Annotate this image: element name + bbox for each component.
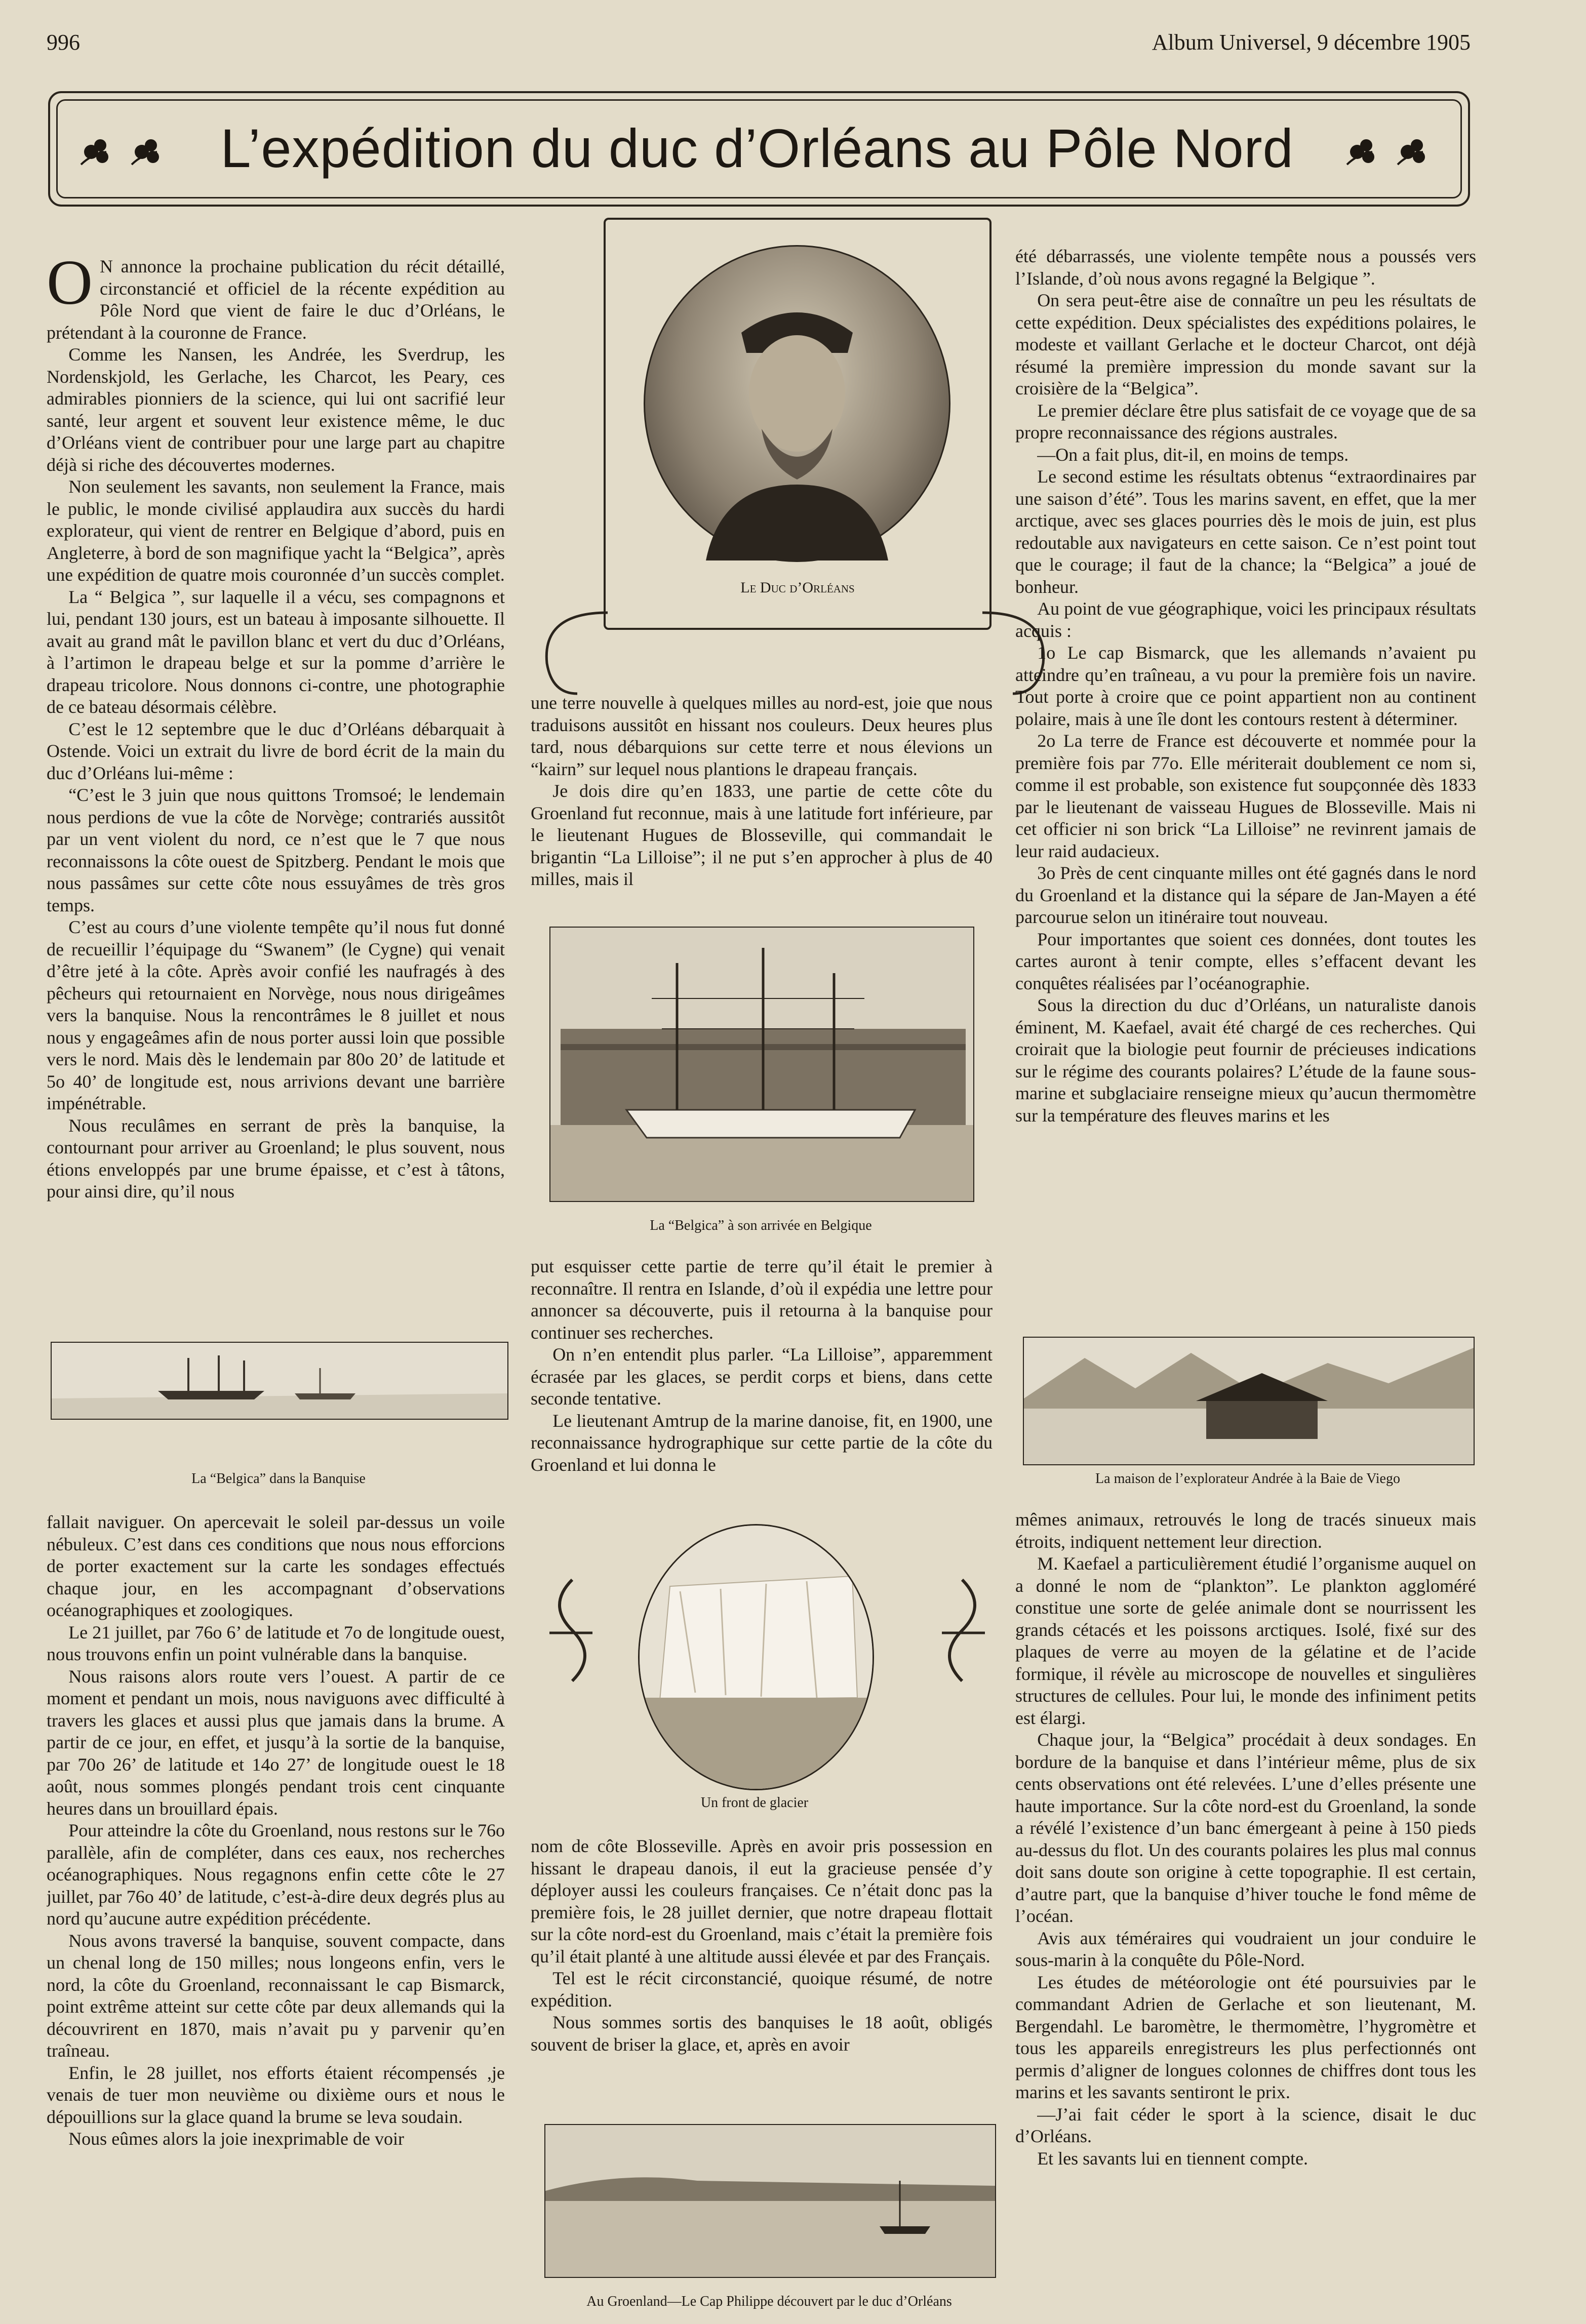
glacier-ornament-right	[937, 1575, 993, 1686]
belgica-arrival-photo	[549, 927, 974, 1202]
column-2-part-a	[531, 692, 993, 935]
paragraph: C’est au cours d’une violente tempête qu’il nous fut donné de recueillir l’équipage du “Swanem” (le Cygne) qui venait d’être jeté à la côte. Après avoir confié les naufragés à des pêcheurs qui retournaient en Norvège, nous nous dirigeâmes vers la banquise. Nous la rencontrâmes le 8 juillet et nous nous y engageâmes afin de nous porter aussi loin que possible vers le nord. Mais dès le lendemain par 80o 20’ de latitude et 5o 40’ de longitude est, nous arrivions devant une barrière impénétrable.	[47, 917, 505, 1113]
paragraph: put esquisser cette partie de terre qu’il était le premier à reconnaître. Il rentra en Islande, d’où il expédia une lettre pour annoncer sa découverte, puis il retourna à la banquise pour continuer ses recherches.	[531, 1256, 993, 1343]
paragraph: Chaque jour, la “Belgica” procédait à deux sondages. En bordure de la banquise et dans l’intérieur même, plus de six cents observations ont été relevées. L’une d’elles présente une haute importance. Sur la côte nord-est du Groenland, la sonde a révélé l’existence d’un banc émergeant à peine à 150 pieds au-dessus du flot. Un des courants polaires les plus mal connus doit sans doute son origine à cette topographie. Il est certain, d’autre part, que la banquise d’hiver touche le fond même de l’océan.	[1015, 1730, 1476, 1926]
column-3-bottom	[1015, 1509, 1476, 2299]
andree-house-caption: La maison de l’explorateur Andrée à la Baie de Viego	[1095, 1471, 1400, 1487]
paragraph: M. Kaefael a particulièrement étudié l’organisme auquel on a donné le nom de “plankton”. Le plankton aggloméré constitue une sorte de gelée animale dont se nourrissent les grands cétacés et les poissons arctiques. Isolé, fixé sur des plaques de verre au moyen de la gélatine et de l’acide formique, il révèle au microscope de nouvelles et singulières structures de cellules. Pour lui, le monde des infiniment petits est élargi.	[1015, 1553, 1476, 1728]
paragraph: 1o Le cap Bismarck, que les allemands n’avaient pu atteindre qu’en traîneau, a vu pour la première fois un navire. Tout porte à croire que ce point appartient non au continent polaire, mais à une île dont les contours restent à déterminer.	[1015, 643, 1476, 729]
paragraph: Le second estime les résultats obtenus “extraordinaires par une saison d’été”. Tous les marins savent, en effet, que la mer arctique, avec ses glaces pourries dès le mois de juin, est plus redoutable aux navigateurs en cette saison. Ce n’est point tout que le courage; il faut de la chance; la “Belgica” a joué de bonheur.	[1015, 466, 1476, 597]
paragraph: Et les savants lui en tiennent compte.	[1037, 2148, 1309, 2169]
portrait-caption: Le Duc d’Orléans	[740, 579, 855, 596]
column-2-part-c	[531, 1835, 993, 2099]
article-title: L’expédition du duc d’Orléans au Pôle Nord	[220, 117, 1294, 179]
paragraph: C’est le 12 septembre que le duc d’Orléans débarquait à Ostende. Voici un extrait du livre de bord écrit de la main du duc d’Orléans lui-même :	[47, 718, 505, 783]
ship-in-ice-caption: La “Belgica” dans la Banquise	[191, 1471, 366, 1487]
paragraph: Les études de météorologie ont été poursuivies par le commandant Adrien de Gerlache et son lieutenant, M. Bergendahl. Le baromètre, le thermomètre, l’hygromètre et tous les appareils enregistreurs les plus perfectionnés ont permis d’aligner de longues colonnes de chiffres dont tous les marins et les savants sentiront le prix.	[1015, 1972, 1476, 2102]
column-1-bottom	[47, 1511, 505, 2286]
column-3-top	[1015, 246, 1476, 1319]
paragraph: Enfin, le 28 juillet, nos efforts étaient récompensés ,je venais de tuer mon neuvième ou dixième ours et nous le dépouillions sur la glace quand la brume se leva soudain.	[47, 2062, 505, 2127]
issue-header: Album Universel, 9 décembre 1905	[1152, 30, 1471, 55]
paragraph: Le lieutenant Amtrup de la marine danoise, fit, en 1900, une reconnaissance hydrographique sur cette partie de la côte du Groenland et lui donna le	[531, 1410, 993, 1475]
cap-philippe-caption: Au Groenland—Le Cap Philippe découvert par le duc d’Orléans	[586, 2294, 952, 2309]
paragraph: La “ Belgica ”, sur laquelle il a vécu, ses compagnons et lui, pendant 130 jours, est un bateau à imposante silhouette. Il avait au grand mât le pavillon blanc et vert du duc d’Orléans, à l’artimon le drapeau belge et sur la pomme d’arrière le drapeau tricolore. Nous donnons ci-contre, une photographie de ce bateau désormais célèbre.	[47, 586, 505, 717]
duke-portrait-photo	[644, 245, 950, 562]
paragraph: —On a fait plus, dit-il, en moins de temps.	[1037, 444, 1349, 465]
paragraph: Je dois dire qu’en 1833, une partie de cette côte du Groenland fut reconnue, mais à une latitude fort inférieure, par le lieutenant Hugues de Blosseville, qui commandait le brigantin “La Lilloise”; il ne put s’en approcher à plus de 40 milles, mais il	[531, 781, 993, 889]
paragraph: Au point de vue géographique, voici les principaux résultats acquis :	[1015, 598, 1476, 641]
paragraph: “C’est le 3 juin que nous quittons Tromsoé; le lendemain nous perdions de vue la côte de Norvège; contrariés aussitôt par un vent violent du nord, ce n’est que le 7 que nous reconnaissons la côte ouest de Spitzberg. Pendant le mois que nous passâmes sur cette côte nous essuyâmes de très gros temps.	[47, 785, 505, 915]
paragraph: Le 21 juillet, par 76o 6’ de latitude et 7o de longitude ouest, nous trouvons enfin un point vulnérable dans la banquise.	[47, 1622, 505, 1664]
paragraph: Comme les Nansen, les Andrée, les Sverdrup, les Nordenskjold, les Gerlache, les Charcot, les Peary, ces admirables pionniers de la science, qui lui ont sacrifié leur santé, leur argent et souvent leur existence même, le duc d’Orléans vient de contribuer pour une large part au chapitre déjà si riche des découvertes modernes.	[47, 344, 505, 475]
paragraph: Sous la direction du duc d’Orléans, un naturaliste danois éminent, M. Kaefael, avait été chargé de ces recherches. Qui croirait que la biologie peut fournir de précieuses indications sur le régime des courants polaires? L’étude de la faune sous-marine et subglaciaire renseigne mieux qu’aucun thermomètre sur la température des fleuves marins et les	[1015, 995, 1476, 1126]
paragraph: Nous avons traversé la banquise, souvent compacte, dans un chenal long de 150 milles; nous longeons enfin, vers le nord, la côte du Groenland, reconnaissant le cap Bismarck, point extrême atteint sur cette côte par deux allemands qui la découvrirent en 1870, mais n’avait pu y parvenir qu’en traîneau.	[47, 1930, 505, 2061]
paragraph: On n’en entendit plus parler. “La Lilloise”, apparemment écrasée par les glaces, se perdit corps et biens, dans cette seconde tentative.	[531, 1344, 993, 1409]
paragraph: Nous reculâmes en serrant de près la banquise, la contournant pour arriver au Groenland; le plus souvent, nous étions enveloppés par une brume épaisse, et c’est à tâtons, pour ainsi dire, qu’il nous	[47, 1115, 505, 1201]
paragraph: été débarrassés, une violente tempête nous a poussés vers l’Islande, d’où nous avons regagné la Belgique ”.	[1015, 246, 1476, 289]
paragraph: Pour importantes que soient ces données, dont toutes les cartes auront à tenir compte, elles s’effacent devant les conquêtes réalisées par l’océanographie.	[1015, 929, 1476, 993]
glacier-front-caption: Un front de glacier	[700, 1795, 809, 1811]
paragraph: 2o La terre de France est découverte et nommée pour la première fois par 77o. Elle mériterait doublement ce nom si, comme il est probable, son existence fut soupçonnée dès 1833 par le lieutenant de vaisseau Hugues de Blosseville. Mais ni cet officier ni son brick “La Lilloise” ne revinrent jamais de leur raid audacieux.	[1015, 731, 1476, 861]
paragraph: Nous sommes sortis des banquises le 18 août, obligés souvent de briser la glace, et, après en avoir	[531, 2012, 993, 2055]
andree-house-photo	[1023, 1337, 1475, 1465]
paragraph: Nous raisons alors route vers l’ouest. A partir de ce moment et pendant un mois, nous naviguons avec difficulté à travers les glaces et aussi plus que jamais dans la brume. A partir de ce jour, en effet, et jusqu’à la sortie de la banquise, par 70o 26’ de latitude et 14o 27’ de longitude ouest le 18 août, nous sommes plongés pendant trois cent cinquante heures dans un brouillard épais.	[47, 1666, 505, 1819]
paragraph: fallait naviguer. On apercevait le soleil par-dessus un voile nébuleux. C’est dans ces conditions que nous nous efforcions de porter exactement sur la carte les sondages effectués chaque jour, en les accompagnant d’observations océanographiques et zoologiques.	[47, 1512, 505, 1620]
paragraph: Avis aux téméraires qui voudraient un jour conduire le sous-marin à la conquête du Pôle-Nord.	[1015, 1928, 1476, 1970]
paragraph: une terre nouvelle à quelques milles au nord-est, joie que nous traduisons aussitôt en hissant nos couleurs. Deux heures plus tard, nous débarquions sur cette terre et nous élevions un “kairn” sur lequel nous plantions le drapeau français.	[531, 693, 993, 779]
scroll-ornament-left	[532, 608, 613, 699]
paragraph: Pour atteindre la côte du Groenland, nous restons sur le 76o parallèle, afin de compléter, dans ces eaux, nos recherches océanographiques. Nous regagnons enfin cette côte le 27 juillet, par 76o 40’ de latitude, c’est-à-dire deux degrés plus au nord qu’aucune autre expédition précédente.	[47, 1820, 505, 1929]
paragraph: mêmes animaux, retrouvés le long de tracés sinueux mais étroits, indiquent nettement leur direction.	[1015, 1509, 1476, 1552]
glacier-ornament-left	[542, 1575, 598, 1686]
leaf-ornament-right	[1327, 129, 1438, 175]
paragraph: Le premier déclare être plus satisfait de ce voyage que de sa propre reconnaissance des régions australes.	[1015, 400, 1476, 443]
glacier-front-photo	[638, 1524, 874, 1790]
cap-philippe-photo	[544, 2124, 996, 2278]
paragraph: 3o Près de cent cinquante milles ont été gagnés dans le nord du Groenland et la distance qui la sépare de Jan-Mayen a été parcourue selon un itinéraire tout nouveau.	[1015, 863, 1476, 927]
paragraph: nom de côte Blosseville. Après en avoir pris possession en hissant le drapeau danois, il eut la gracieuse pensée d’y déployer aussi les couleurs françaises. Ce n’était donc pas la première fois, le 28 juillet dernier, que notre drapeau flottait sur la côte nord-est du Groenland, mais c’était la première fois qu’il était planté à une altitude aussi élevée et par des Français.	[531, 1836, 993, 1967]
page-number: 996	[47, 30, 80, 55]
paragraph: Tel est le récit circonstancié, quoique résumé, de notre expédition.	[531, 1968, 993, 2011]
paragraph: Nous eûmes alors la joie inexprimable de voir	[68, 2129, 405, 2149]
belgica-arrival-caption: La “Belgica” à son arrivée en Belgique	[650, 1218, 872, 1233]
paragraph: Non seulement les savants, non seulement la France, mais le public, le monde civilisé applaudira aux succès du hardi explorateur, qui vient de rentrer en Belgique d’abord, puis en Angleterre, à bord de son magnifique yacht la “Belgica”, après une expédition de quatre mois couronnée d’un succès complet.	[47, 476, 505, 585]
paragraph: O N annonce la prochaine publication du récit détaillé, circonstancié et officiel de la récente expédition au Pôle Nord que vient de faire le duc d’Orléans, le prétendant à la couronne de France.	[47, 256, 505, 343]
ship-in-ice-photo	[51, 1342, 508, 1420]
column-2-part-b	[531, 1256, 993, 1489]
column-1-top	[47, 256, 505, 1324]
portrait-frame	[604, 218, 992, 630]
paragraph: On sera peut-être aise de connaître un peu les résultats de cette expédition. Deux spécialistes des expéditions polaires, le modeste et vaillant Gerlache et le docteur Charcot, ont déjà résumé la première impression du monde savant sur la croisière de la “Belgica”.	[1015, 290, 1476, 398]
paragraph: —J’ai fait céder le sport à la science, disait le duc d’Orléans.	[1015, 2104, 1476, 2146]
drop-cap-o: O	[47, 256, 93, 318]
